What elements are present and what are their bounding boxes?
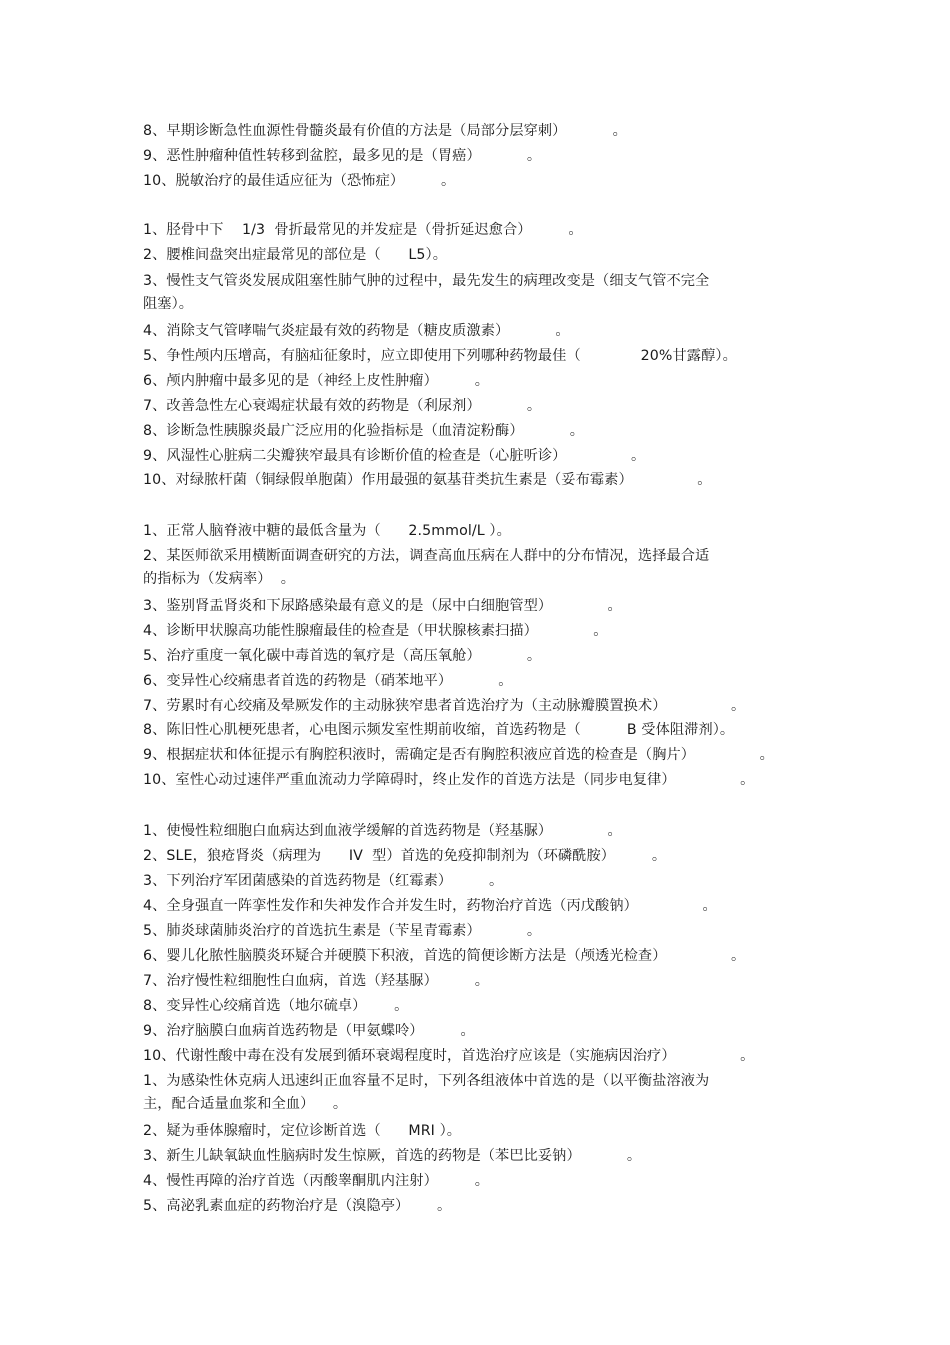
text-line: 10、室性心动过速伴严重血流动力学障碍时，终止发作的首选方法是（同步电复律） 。 [143, 772, 755, 788]
text-line: 7、治疗慢性粒细胞性白血病，首选（羟基脲） 。 [143, 973, 490, 989]
text-line: 5、争性颅内压增高，有脑疝征象时，应立即使用下列哪种药物最佳（ 20%甘露醇）。 [143, 348, 737, 364]
text-line: 9、恶性肿瘤种值性转移到盆腔，最多见的是（胃癌） 。 [143, 148, 542, 164]
text-line: 4、诊断甲状腺高功能性腺瘤最佳的检查是（甲状腺核素扫描） 。 [143, 623, 608, 639]
text-line: 2、SLE，狼疮肾炎（病理为 IV 型）首选的免疫抑制剂为（环磷酰胺） 。 [143, 848, 667, 864]
text-line: 阻塞）。 [143, 296, 194, 312]
text-line: 8、变异性心绞痛首选（地尔硫卓） 。 [143, 998, 409, 1014]
text-line: 1、为感染性休克病人迅速纠正血容量不足时，下列各组液体中首选的是（以平衡盐溶液为 [143, 1073, 710, 1089]
text-line: 5、肺炎球菌肺炎治疗的首选抗生素是（苄星青霉素） 。 [143, 923, 542, 939]
text-line: 1、正常人脑脊液中糖的最低含量为（ 2.5mmol/L ）。 [143, 523, 511, 539]
text-line: 4、全身强直一阵挛性发作和失神发作合并发生时，药物治疗首选（丙戊酸钠） 。 [143, 898, 717, 914]
text-line: 的指标为（发病率） 。 [143, 571, 296, 587]
text-line: 3、新生儿缺氧缺血性脑病时发生惊厥，首选的药物是（苯巴比妥钠） 。 [143, 1148, 642, 1164]
text-line: 8、诊断急性胰腺炎最广泛应用的化验指标是（血清淀粉酶） 。 [143, 423, 584, 439]
text-line: 6、婴儿化脓性脑膜炎环疑合并硬膜下积液，首选的简便诊断方法是（颅透光检查） 。 [143, 948, 746, 964]
text-line: 10、对绿脓杆菌（铜绿假单胞菌）作用最强的氨基苷类抗生素是（妥布霉素） 。 [143, 472, 712, 488]
text-line: 3、下列治疗军团菌感染的首选药物是（红霉素） 。 [143, 873, 504, 889]
text-line: 2、腰椎间盘突出症最常见的部位是（ L5）。 [143, 247, 447, 263]
text-line: 5、治疗重度一氧化碳中毒首选的氧疗是（高压氧舱） 。 [143, 648, 542, 664]
text-line: 7、改善急性左心衰竭症状最有效的药物是（利尿剂） 。 [143, 398, 542, 414]
text-line: 1、使慢性粒细胞白血病达到血液学缓解的首选药物是（羟基脲） 。 [143, 823, 622, 839]
text-line: 1、胫骨中下 1/3 骨折最常见的并发症是（骨折延迟愈合） 。 [143, 222, 583, 238]
text-line: 4、消除支气管哮喘气炎症最有效的药物是（糖皮质激素） 。 [143, 323, 570, 339]
text-line: 6、变异性心绞痛患者首选的药物是（硝苯地平） 。 [143, 673, 513, 689]
text-line: 10、脱敏治疗的最佳适应征为（恐怖症） 。 [143, 173, 456, 189]
text-line: 3、慢性支气管炎发展成阻塞性肺气肿的过程中，最先发生的病理改变是（细支气管不完全 [143, 273, 710, 289]
text-line: 2、疑为垂体腺瘤时，定位诊断首选（ MRI ）。 [143, 1123, 462, 1139]
text-line: 3、鉴别肾盂肾炎和下尿路感染最有意义的是（尿中白细胞管型） 。 [143, 598, 622, 614]
text-line: 7、劳累时有心绞痛及晕厥发作的主动脉狭窄患者首选治疗为（主动脉瓣膜置换术） 。 [143, 698, 746, 714]
text-line: 5、高泌乳素血症的药物治疗是（溴隐亭） 。 [143, 1198, 452, 1214]
text-line: 10、代谢性酸中毒在没有发展到循环衰竭程度时，首选治疗应该是（实施病因治疗） 。 [143, 1048, 755, 1064]
text-line: 6、颅内肿瘤中最多见的是（神经上皮性肿瘤） 。 [143, 373, 490, 389]
text-line: 8、早期诊断急性血源性骨髓炎最有价值的方法是（局部分层穿刺） 。 [143, 123, 627, 139]
text-line: 主，配合适量血浆和全血） 。 [143, 1096, 348, 1112]
text-line: 4、慢性再障的治疗首选（丙酸睾酮肌内注射） 。 [143, 1173, 490, 1189]
text-line: 8、陈旧性心肌梗死患者，心电图示频发室性期前收缩，首选药物是（ B 受体阻滞剂）。 [143, 722, 735, 738]
text-line: 9、治疗脑膜白血病首选药物是（甲氨蝶呤） 。 [143, 1023, 475, 1039]
text-line: 9、根据症状和体征提示有胸腔积液时，需确定是否有胸腔积液应首选的检查是（胸片） 。 [143, 747, 774, 763]
text-line: 2、某医师欲采用横断面调查研究的方法，调查高血压病在人群中的分布情况，选择最合适 [143, 548, 710, 564]
text-line: 9、风湿性心脏病二尖瓣狭窄最具有诊断价值的检查是（心脏听诊） 。 [143, 448, 646, 464]
